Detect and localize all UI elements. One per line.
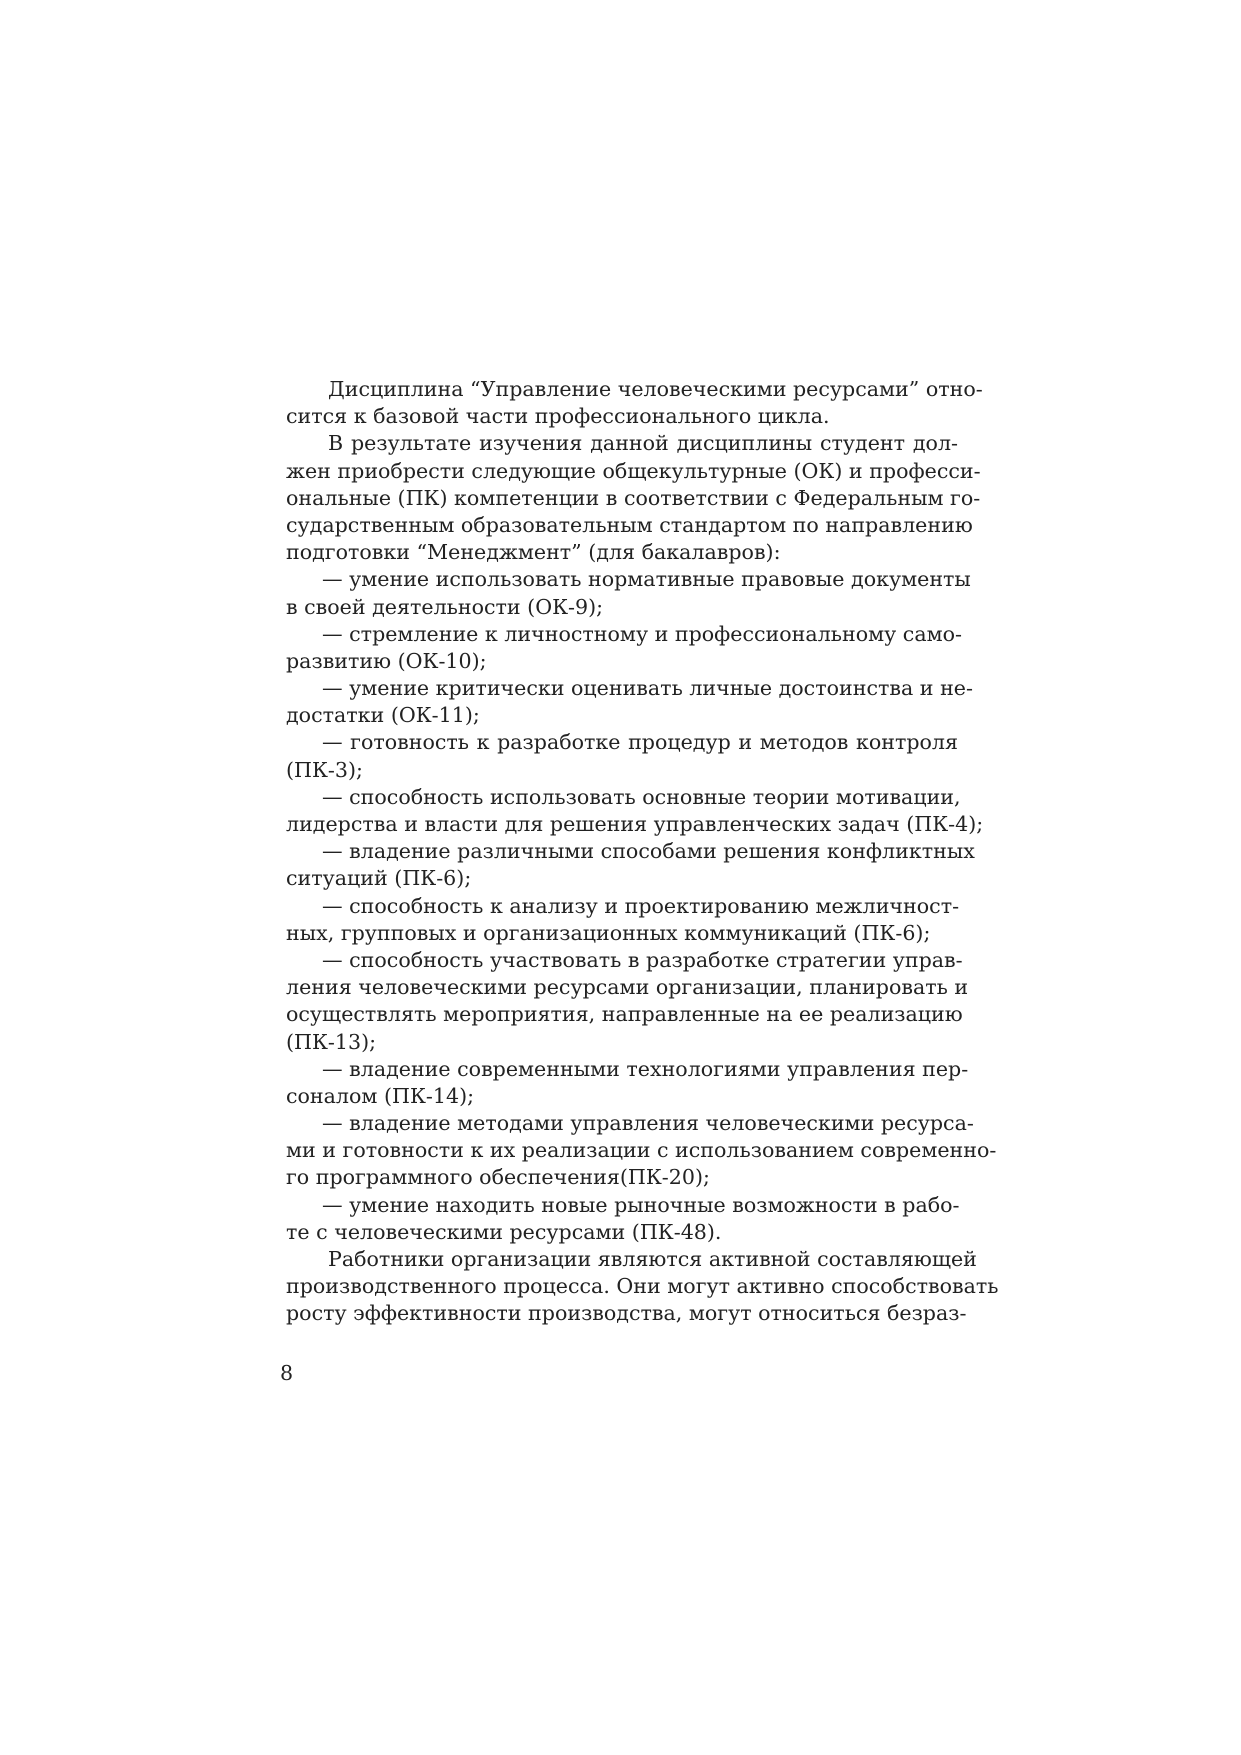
text-line: жен приобрести следующие общекультурные (ОК) и професси-	[286, 458, 981, 483]
list-item-line: — умение использовать нормативные правовые документы	[322, 567, 971, 592]
text-line: го программного обеспечения(ПК-20);	[286, 1165, 710, 1190]
text-line: соналом (ПК-14);	[286, 1083, 475, 1108]
text-line: ситуаций (ПК-6);	[286, 866, 472, 891]
list-item-line: — умение находить новые рыночные возможности в рабо-	[322, 1192, 960, 1217]
text-line: ми и готовности к их реализации с использованием современно-	[286, 1138, 997, 1163]
text-line: Работники организации являются активной составляющей	[328, 1247, 977, 1271]
text-line: Дисциплина “Управление человеческими ресурсами” отно-	[328, 377, 983, 401]
text-line: (ПК-13);	[286, 1029, 377, 1054]
text-line: сударственным образовательным стандартом по направлению	[286, 512, 973, 537]
text-line: достатки (ОК-11);	[286, 703, 480, 728]
list-item-line: — владение современными технологиями управления пер-	[322, 1056, 969, 1081]
text-line: ных, групповых и организационных коммуникаций (ПК-6);	[286, 920, 931, 945]
list-item-line: — способность участвовать в разработке стратегии управ-	[322, 947, 963, 972]
list-item-line: — готовность к разработке процедур и методов контроля	[322, 730, 958, 755]
text-line: в своей деятельности (ОК-9);	[286, 594, 604, 619]
text-line: подготовки “Менеджмент” (для бакалавров):	[286, 540, 781, 565]
text-line: ления человеческими ресурсами организации, планировать и	[286, 975, 969, 1000]
text-line: ональные (ПК) компетенции в соответствии с Федеральным го-	[286, 485, 981, 510]
text-line: развитию (ОК-10);	[286, 648, 487, 673]
text-line: (ПК-3);	[286, 757, 363, 782]
text-line: те с человеческими ресурсами (ПК-48).	[286, 1219, 722, 1244]
list-item-line: — способность использовать основные теории мотивации,	[322, 784, 961, 809]
text-line: осуществлять мероприятия, направленные на ее реализацию	[286, 1002, 963, 1027]
list-item-line: — способность к анализу и проектированию межличност-	[322, 893, 960, 918]
text-line: росту эффективности производства, могут относиться безраз-	[286, 1301, 967, 1326]
list-item-line: — владение методами управления человеческими ресурса-	[322, 1111, 974, 1136]
body-text	[286, 376, 999, 1328]
page-number: 8	[280, 1361, 294, 1385]
text-line: лидерства и власти для решения управленческих задач (ПК-4);	[286, 812, 984, 836]
list-item-line: — стремление к личностному и профессиональному само-	[322, 621, 962, 646]
text-line: В результате изучения данной дисциплины студент дол-	[328, 431, 958, 456]
text-line: сится к базовой части профессионального цикла.	[286, 404, 830, 429]
list-item-line: — умение критически оценивать личные достоинства и не-	[322, 676, 973, 701]
text-line: производственного процесса. Они могут активно способствовать	[286, 1274, 999, 1299]
list-item-line: — владение различными способами решения конфликтных	[322, 839, 975, 864]
